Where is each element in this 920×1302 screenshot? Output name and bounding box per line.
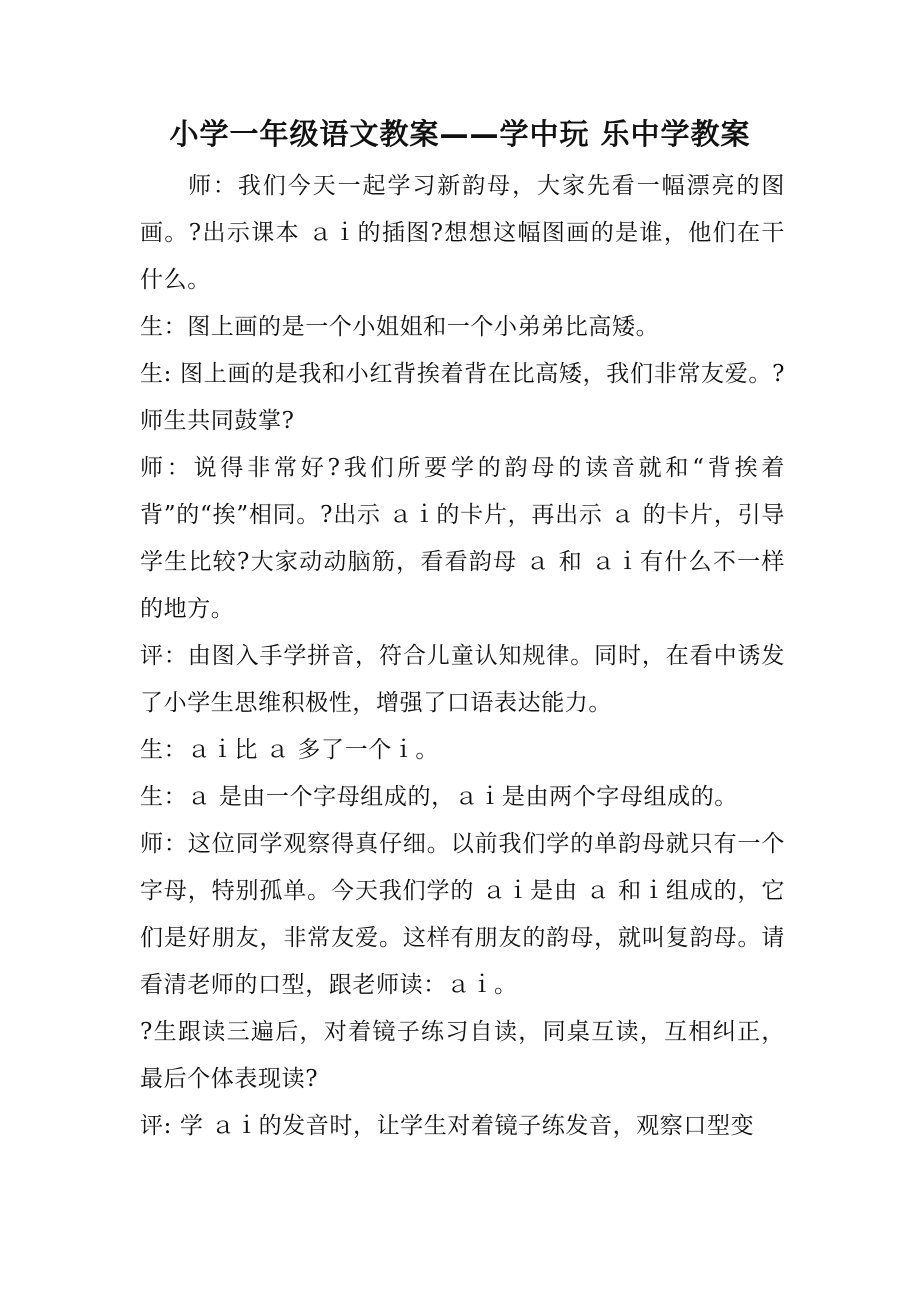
- document-title: 小学一年级语文教案——学中玩 乐中学教案: [169, 117, 751, 151]
- paragraph-student-answer-4: 生：ａ 是由一个字母组成的，ａｉ是由两个字母组成的。: [140, 784, 738, 810]
- paragraph-practice: ?生跟读三遍后，对着镜子练习自读，同桌互读，互相纠正，最后个体表现读?: [140, 1019, 785, 1092]
- paragraph-student-answer-3: 生：ａｉ比 ａ 多了一个ｉ。: [140, 737, 440, 763]
- paragraph-student-answer-1: 生：图上画的是一个小姐姐和一个小弟弟比高矮。: [140, 314, 660, 340]
- document-body: [140, 163, 785, 1150]
- paragraph-student-answer-2: 生: 图上画的是我和小红背挨着背在比高矮，我们非常友爱。?师生共同鼓掌?: [140, 361, 785, 434]
- paragraph-teacher-explain: 师：这位同学观察得真仔细。以前我们学的单韵母就只有一个字母，特别孤单。今天我们学的 ａｉ是由 ａ 和ｉ组成的，它们是好朋友，非常友爱。这样有朋友的韵母，就叫复韵母。请看清老师的口型，跟老师读：ａｉ。: [140, 831, 785, 998]
- paragraph-comment-2: 评: 学 ａｉ的发音时，让学生对着镜子练发音，观察口型变: [140, 1113, 755, 1139]
- paragraph-comment-1: 评：由图入手学拼音，符合儿童认知规律。同时，在看中诱发了小学生思维积极性，增强了口语表达能力。: [140, 643, 785, 716]
- paragraph-teacher-compare: 师：说得非常好?我们所要学的韵母的读音就和“背挨着背”的“挨”相同。?出示 ａｉ的卡片，再出示 ａ 的卡片，引导学生比较?大家动动脑筋，看看韵母 ａ 和 ａｉ有什么不一样的地方。: [140, 455, 785, 622]
- paragraph-teacher-intro: 师：我们今天一起学习新韵母，大家先看一幅漂亮的图画。?出示课本 ａｉ的插图?想想这幅图画的是谁，他们在干什么。: [140, 173, 785, 293]
